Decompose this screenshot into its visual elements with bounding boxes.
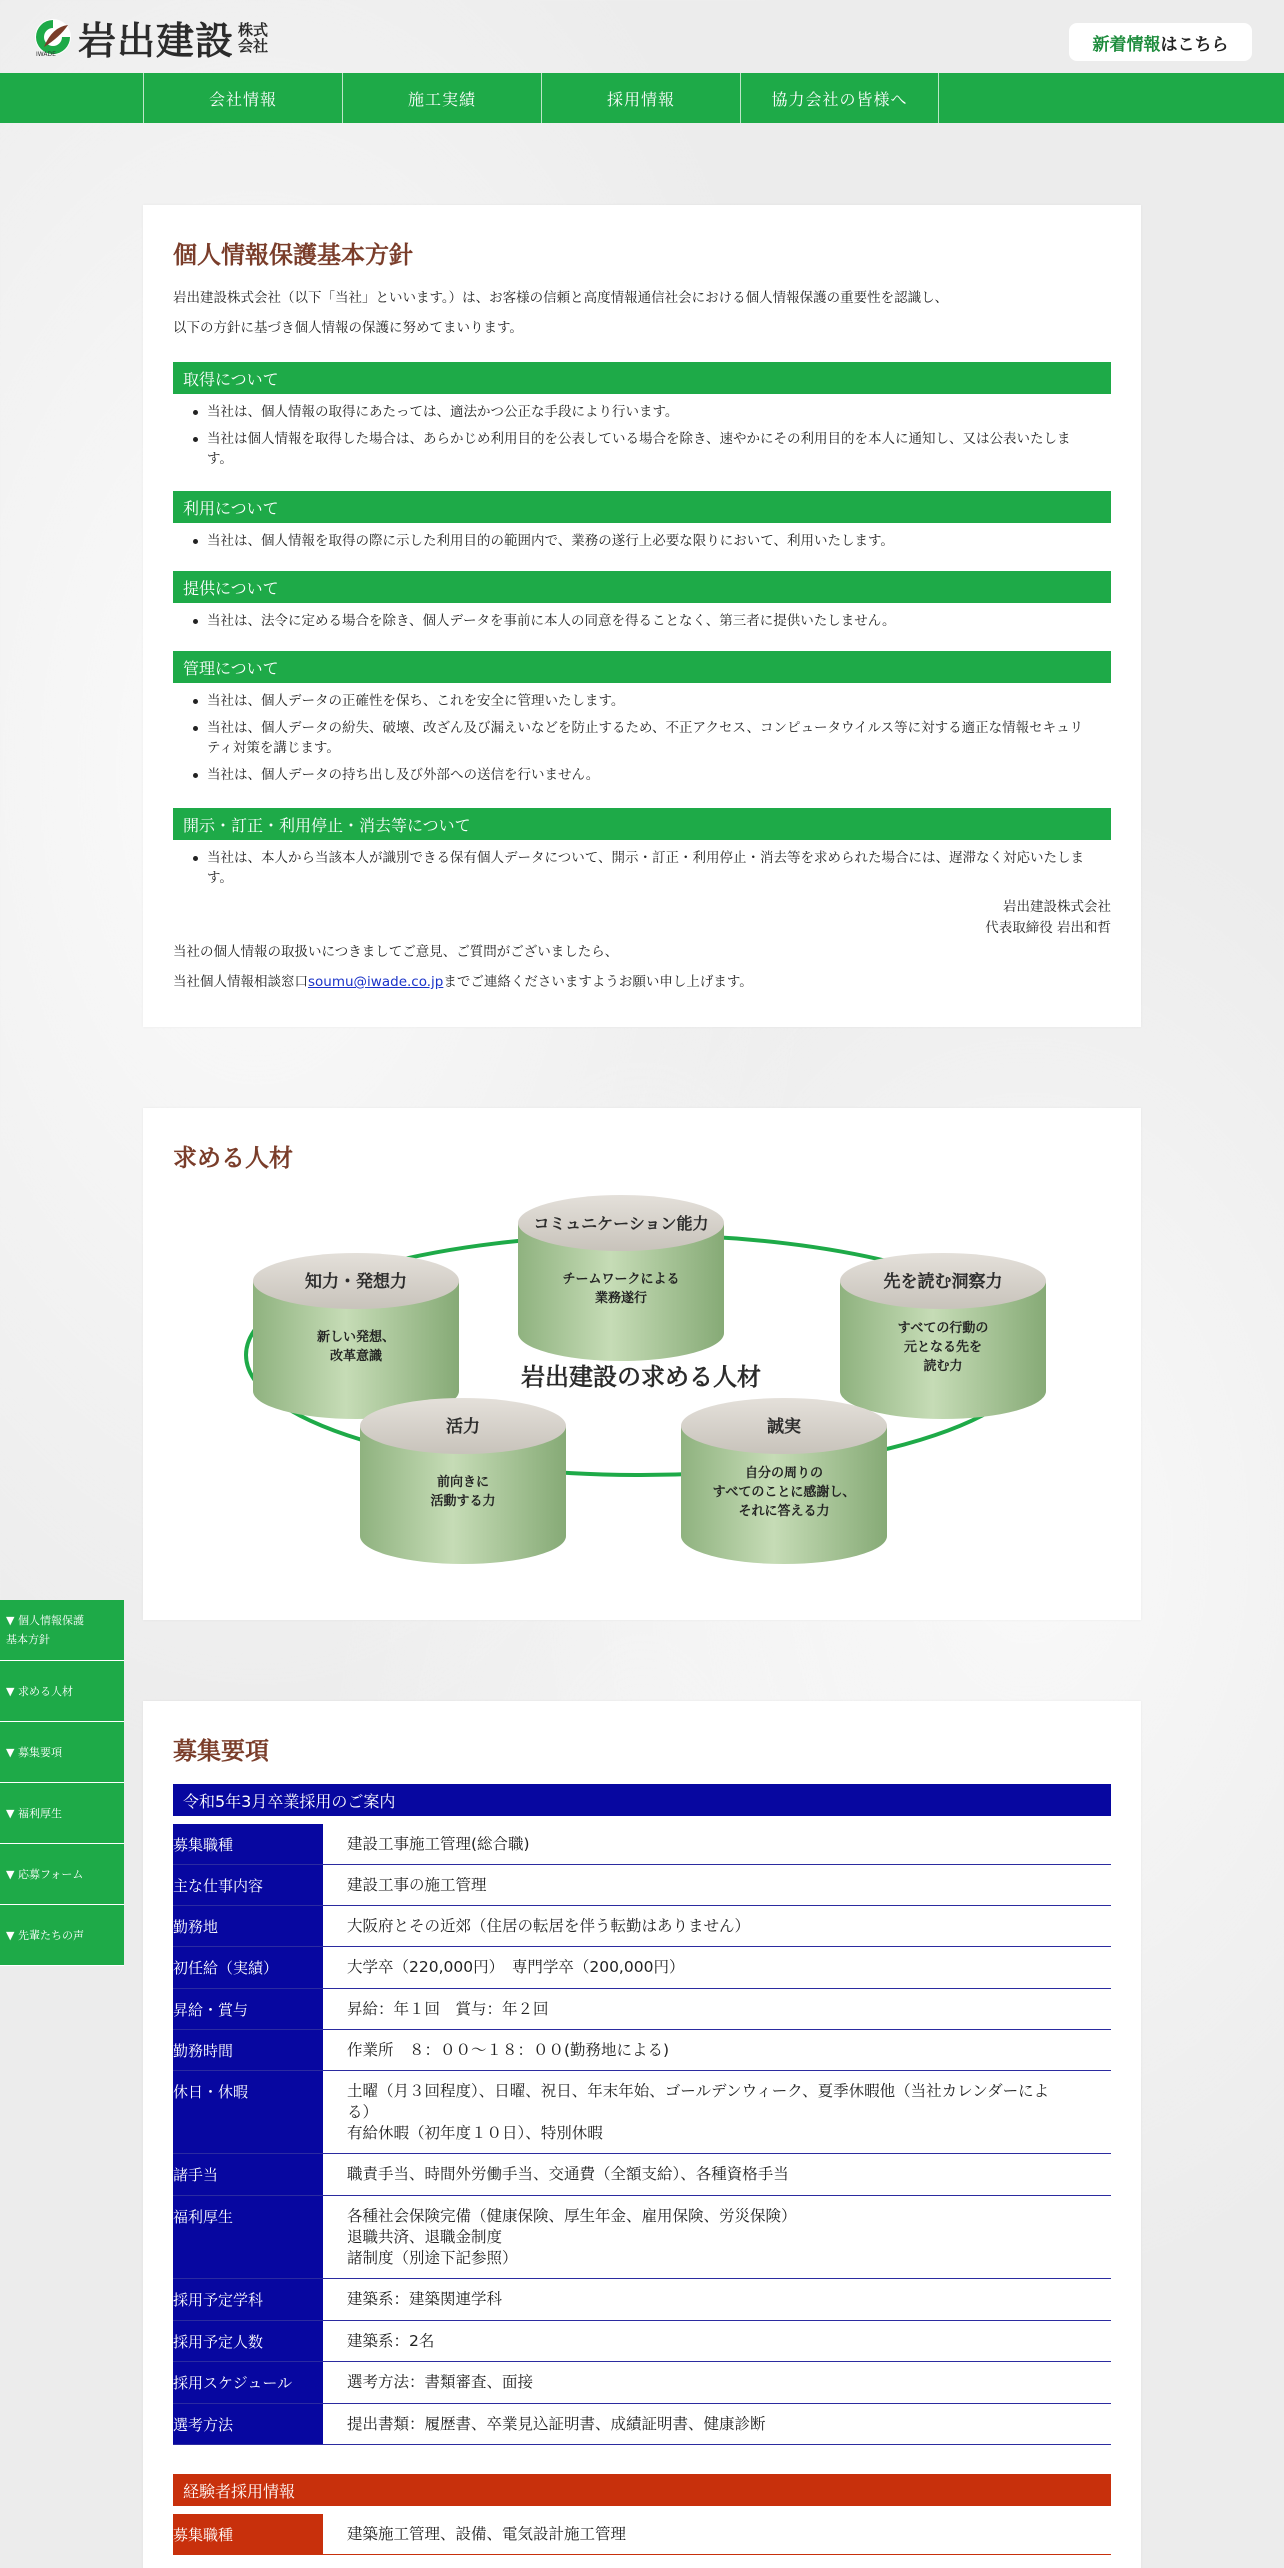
side-item-privacy[interactable] [0,1600,124,1661]
side-item-label: ▼ 個人情報保護 [6,1614,84,1627]
section-heading-provision: 提供について [173,571,1111,603]
row-value [323,1865,487,1905]
privacy-title: 個人情報保護基本方針 [173,240,413,269]
contact-prefix: 当社個人情報相談窓口 [173,974,308,990]
diagram-center-label: 岩出建設の求める人材 [521,1362,761,1391]
table-row [173,1906,1111,1947]
list-item: 当社は、個人データの紛失、破壊、改ざん及び漏えいなどを防止するため、不正アクセス、コンピュータウイルス等に対する適正な情報セキュリティ対策を講じます。 [173,718,1093,758]
row-key: 勤務時間 [173,2030,323,2070]
row-key: 募集職種 [173,2514,323,2554]
logo-mark-text: IWADE [36,50,56,58]
contact-line-2 [173,967,753,997]
cylinder-title: 知力・発想力 [305,1272,407,1292]
list-item: 当社は、法令に定める場合を除き、個人データを事前に本人の同意を得ることなく、第三者に提供いたしません。 [173,611,1093,631]
row-value [323,2030,669,2070]
row-value-line: 選考方法：書類審査、面接 [347,2373,534,2391]
row-value [323,1906,750,1946]
row-key: 採用予定学科 [173,2279,323,2320]
row-key: 採用予定人数 [173,2321,323,2361]
list-item: 当社は、個人データの正確性を保ち、これを安全に管理いたします。 [173,691,1093,711]
logo-mark-icon [32,17,74,59]
use-list [173,531,1093,558]
row-value [323,2071,1049,2153]
row-key: 初任給（実績） [173,1947,323,1988]
table-row [173,1989,1111,2030]
acquisition-list [173,402,1093,476]
side-item-apply-form[interactable]: ▼ 応募フォーム [0,1844,124,1905]
list-item: 当社は、個人情報を取得の際に示した利用目的の範囲内で、業務の遂行上必要な限りにおいて、利用いたします。 [173,531,1093,551]
list-item: 当社は、個人情報の取得にあたっては、適法かつ公正な手段により行います。 [173,402,1093,422]
side-item-voices[interactable]: ▼ 先輩たちの声 [0,1905,124,1966]
talent-cylinder [360,1398,566,1564]
cylinder-text: 自分の周りの [744,1466,824,1481]
row-value-line: 大阪府とその近郊（住居の転居を伴う転勤はありません） [347,1917,751,1935]
privacy-intro-2: 以下の方針に基づき個人情報の保護に努めてまいります。 [173,320,523,336]
recruit-title: 募集要項 [173,1736,269,1765]
table-row [173,2279,1111,2321]
row-value [323,1824,530,1864]
table-row [173,1824,1111,1865]
row-value [323,1989,549,2029]
talent-cylinder [253,1253,459,1419]
contact-suffix: までご連絡くださいますようお願い申し上げます。 [443,974,753,990]
row-value-line: 諸制度（別途下記参照） [347,2249,518,2267]
row-value-line: 昇給：年１回 賞与：年２回 [347,2000,549,2018]
row-key: 主な仕事内容 [173,1865,323,1905]
list-item: 当社は個人情報を取得した場合は、あらかじめ利用目的を公表している場合を除き、速やかにその利用目的を本人に通知し、又は公表いたします。 [173,429,1093,469]
contact-line-1: 当社の個人情報の取扱いにつきましてご意見、ご質問がございましたら、 [173,944,619,960]
row-value [323,2404,766,2444]
table-row [173,2362,1111,2404]
row-value [323,2196,797,2278]
cylinder-text: 新しい発想、 [316,1330,396,1345]
talent-cylinder [518,1195,724,1361]
row-key: 勤務地 [173,1906,323,1946]
nav-item-company[interactable]: 会社情報 [143,73,342,123]
row-value-line: 土曜（月３回程度）、日曜、祝日、年末年始、ゴールデンウィーク、夏季休暇他（当社カレンダーによ [347,2082,1050,2100]
section-heading-disclosure: 開示・訂正・利用停止・消去等について [173,808,1111,840]
logo-suffix-1: 株式 [238,20,269,39]
table-row [173,2404,1111,2445]
list-item: 当社は、本人から当該本人が識別できる保有個人データについて、開示・訂正・利用停止・消去等を求められた場合には、遅滞なく対応いたします。 [173,848,1093,888]
row-key: 募集職種 [173,1824,323,1864]
section-heading-management: 管理について [173,651,1111,683]
disclosure-list [173,848,1093,895]
talent-panel [143,1108,1141,1620]
row-key: 福利厚生 [173,2196,323,2278]
new-grad-heading: 令和5年3月卒業採用のご案内 [173,1784,1111,1816]
cylinder-text: 活動する力 [430,1494,496,1509]
talent-title: 求める人材 [173,1143,293,1172]
row-value-line: 大学卒（220,000円） 専門学卒（200,000円） [347,1958,685,1976]
news-button[interactable] [1069,23,1252,61]
logo-main-text: 岩出建設 [78,18,235,63]
side-nav [0,1600,124,1966]
nav-item-partners[interactable]: 協力会社の皆様へ [740,73,939,123]
table-row [173,2321,1111,2362]
nav-item-works[interactable]: 施工実績 [342,73,541,123]
side-item-label-2: 基本方針 [6,1633,50,1646]
row-value-line: 職責手当、時間外労働手当、交通費（全額支給）、各種資格手当 [347,2165,789,2183]
table-row [173,2514,1111,2555]
row-key: 休日・休暇 [173,2071,323,2153]
side-item-requirements[interactable]: ▼ 募集要項 [0,1722,124,1783]
row-value [323,2362,533,2403]
row-value-line: 提出書類：履歴書、卒業見込証明書、成績証明書、健康診断 [347,2415,766,2433]
row-value-line: 建築系：建築関連学科 [347,2290,503,2308]
row-value-line: 退職共済、退職金制度 [347,2228,503,2246]
cylinder-text: チームワークによる [562,1272,680,1287]
row-key: 選考方法 [173,2404,323,2444]
row-value: 建築施工管理、設備、電気設計施工管理 [347,2525,627,2543]
company-logo[interactable] [32,10,268,65]
table-row [173,1865,1111,1906]
row-key: 採用スケジュール [173,2362,323,2403]
row-value [323,2279,502,2320]
experienced-heading: 経験者採用情報 [173,2474,1111,2506]
contact-email-link[interactable]: soumu@iwade.co.jp [308,974,444,990]
row-value-line: 建設工事施工管理(総合職) [347,1835,530,1853]
cylinder-text: 読む力 [923,1359,963,1374]
site-header [0,0,1284,72]
table-row [173,2196,1111,2279]
row-value [323,1947,684,1988]
cylinder-text: 業務遂行 [594,1291,648,1306]
talent-cylinder [681,1398,887,1564]
table-row [173,2030,1111,2071]
side-item-talent[interactable]: ▼ 求める人材 [0,1661,124,1722]
row-value-line: 各種社会保険完備（健康保険、厚生年金、雇用保険、労災保険） [347,2207,797,2225]
logo-suffix [238,22,268,54]
row-value [323,2321,434,2361]
logo-suffix-2: 会社 [238,36,269,55]
sign-company: 岩出建設株式会社 [1003,899,1111,915]
sign-person: 代表取締役 岩出和哲 [985,920,1111,936]
side-item-welfare[interactable]: ▼ 福利厚生 [0,1783,124,1844]
cylinder-title: 誠実 [767,1417,801,1437]
signature [985,897,1111,939]
cylinder-text: 前向きに [436,1475,490,1490]
table-row [173,2154,1111,2196]
news-highlight: 新着情報 [1092,34,1161,55]
provision-list [173,611,1093,638]
row-value-line: 作業所 ８：００～１８：００(勤務地による) [347,2041,670,2059]
privacy-panel [143,205,1141,1027]
cylinder-text: すべての行動の [897,1321,989,1336]
table-row [173,1947,1111,1989]
talent-diagram [143,1108,1141,1620]
news-rest: はこちら [1160,34,1229,55]
row-value-line: 建築系：2名 [347,2332,435,2350]
cylinder-text: それに答える力 [738,1504,830,1519]
table-row [173,2071,1111,2154]
row-value-line: 建設工事の施工管理 [347,1876,487,1894]
management-list [173,691,1093,792]
row-key: 諸手当 [173,2154,323,2195]
row-value-line: る） [347,2103,379,2121]
cylinder-title: コミュニケーション能力 [533,1214,709,1233]
row-key: 昇給・賞与 [173,1989,323,2029]
recruit-panel [143,1701,1141,2568]
global-nav [0,73,1284,123]
talent-cylinder [840,1253,1046,1419]
cylinder-text: 改革意識 [329,1349,383,1364]
cylinder-text: 元となる先を [903,1340,983,1355]
cylinder-title: 先を読む洞察力 [883,1272,1003,1292]
section-heading-use: 利用について [173,491,1111,523]
row-value-line: 有給休暇（初年度１０日）、特別休暇 [347,2124,603,2142]
cylinder-title: 活力 [446,1417,480,1437]
cylinder-text: すべてのことに感謝し、 [712,1485,856,1500]
list-item: 当社は、個人データの持ち出し及び外部への送信を行いません。 [173,765,1093,785]
privacy-intro-1: 岩出建設株式会社（以下「当社」といいます。）は、お客様の信頼と高度情報通信社会における個人情報保護の重要性を認識し、 [173,290,949,306]
row-value [323,2154,789,2195]
section-heading-acquisition: 取得について [173,362,1111,394]
nav-item-recruit[interactable]: 採用情報 [541,73,740,123]
